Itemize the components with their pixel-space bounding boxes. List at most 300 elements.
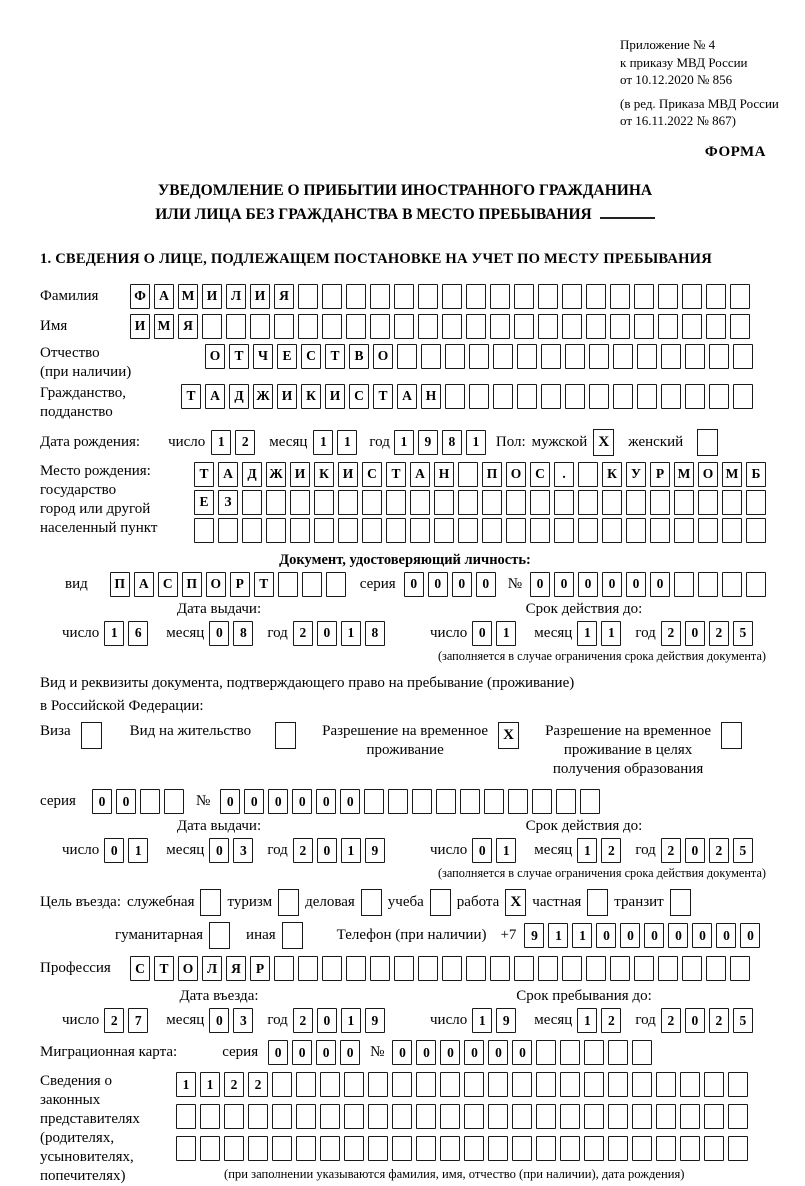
char-cell[interactable]: А (205, 384, 225, 409)
char-cell[interactable] (512, 1072, 532, 1097)
char-cell[interactable] (650, 490, 670, 515)
char-cell[interactable] (320, 1072, 340, 1097)
char-cell[interactable] (608, 1072, 628, 1097)
char-cell[interactable] (584, 1136, 604, 1161)
char-cell[interactable] (314, 490, 334, 515)
char-cell[interactable] (274, 314, 294, 339)
char-cell[interactable] (562, 314, 582, 339)
char-cell[interactable]: 0 (268, 789, 288, 814)
char-cell[interactable]: П (182, 572, 202, 597)
char-cell[interactable]: 0 (392, 1040, 412, 1065)
char-cell[interactable] (298, 284, 318, 309)
char-cell[interactable]: М (722, 462, 742, 487)
char-cell[interactable]: 5 (733, 621, 753, 646)
char-cell[interactable]: 0 (440, 1040, 460, 1065)
char-cell[interactable] (682, 956, 702, 981)
char-cell[interactable]: 0 (104, 838, 124, 863)
char-cell[interactable]: 0 (740, 923, 760, 948)
char-cell[interactable] (637, 384, 657, 409)
char-cell[interactable] (290, 518, 310, 543)
char-cell[interactable] (541, 344, 561, 369)
char-cell[interactable] (368, 1072, 388, 1097)
char-cell[interactable]: 1 (466, 430, 486, 455)
char-cell[interactable] (493, 344, 513, 369)
char-cell[interactable] (632, 1072, 652, 1097)
char-cell[interactable]: Т (254, 572, 274, 597)
char-cell[interactable]: 1 (577, 621, 597, 646)
char-cell[interactable] (658, 284, 678, 309)
tourism-checkbox[interactable] (278, 889, 299, 916)
char-cell[interactable]: 2 (248, 1072, 268, 1097)
char-cell[interactable]: Е (194, 490, 214, 515)
char-cell[interactable] (578, 462, 598, 487)
char-cell[interactable] (290, 490, 310, 515)
char-cell[interactable] (392, 1104, 412, 1129)
char-cell[interactable]: З (218, 490, 238, 515)
char-cell[interactable]: 1 (341, 621, 361, 646)
char-cell[interactable] (608, 1040, 628, 1065)
char-cell[interactable] (650, 518, 670, 543)
char-cell[interactable] (532, 789, 552, 814)
char-cell[interactable]: 2 (224, 1072, 244, 1097)
char-cell[interactable]: 0 (116, 789, 136, 814)
char-cell[interactable]: 9 (365, 1008, 385, 1033)
char-cell[interactable] (322, 284, 342, 309)
char-cell[interactable]: Б (746, 462, 766, 487)
char-cell[interactable] (298, 956, 318, 981)
char-cell[interactable] (589, 384, 609, 409)
char-cell[interactable] (242, 518, 262, 543)
business-checkbox[interactable] (200, 889, 221, 916)
char-cell[interactable] (512, 1136, 532, 1161)
char-cell[interactable]: И (130, 314, 150, 339)
char-cell[interactable]: А (154, 284, 174, 309)
char-cell[interactable] (302, 572, 322, 597)
char-cell[interactable]: 0 (472, 621, 492, 646)
char-cell[interactable]: 1 (176, 1072, 196, 1097)
char-cell[interactable]: 0 (578, 572, 598, 597)
char-cell[interactable] (440, 1104, 460, 1129)
char-cell[interactable]: Д (242, 462, 262, 487)
char-cell[interactable]: 9 (418, 430, 438, 455)
char-cell[interactable] (202, 314, 222, 339)
char-cell[interactable]: 2 (293, 621, 313, 646)
char-cell[interactable]: Т (154, 956, 174, 981)
residence-permit-checkbox[interactable] (275, 722, 296, 749)
char-cell[interactable] (436, 789, 456, 814)
char-cell[interactable]: И (325, 384, 345, 409)
char-cell[interactable]: 3 (233, 838, 253, 863)
char-cell[interactable] (530, 518, 550, 543)
char-cell[interactable] (608, 1104, 628, 1129)
char-cell[interactable]: 2 (661, 621, 681, 646)
char-cell[interactable] (634, 284, 654, 309)
char-cell[interactable] (490, 956, 510, 981)
char-cell[interactable]: 1 (472, 1008, 492, 1033)
char-cell[interactable]: Ж (253, 384, 273, 409)
char-cell[interactable] (728, 1104, 748, 1129)
char-cell[interactable]: И (338, 462, 358, 487)
char-cell[interactable] (506, 490, 526, 515)
char-cell[interactable]: 9 (496, 1008, 516, 1033)
char-cell[interactable]: Т (194, 462, 214, 487)
commercial-checkbox[interactable] (361, 889, 382, 916)
char-cell[interactable]: Н (421, 384, 441, 409)
char-cell[interactable]: 6 (128, 621, 148, 646)
char-cell[interactable] (698, 518, 718, 543)
char-cell[interactable]: А (397, 384, 417, 409)
char-cell[interactable] (674, 490, 694, 515)
char-cell[interactable]: 0 (472, 838, 492, 863)
char-cell[interactable]: Ч (253, 344, 273, 369)
char-cell[interactable]: Я (274, 284, 294, 309)
char-cell[interactable]: А (410, 462, 430, 487)
char-cell[interactable] (613, 344, 633, 369)
char-cell[interactable]: 0 (428, 572, 448, 597)
char-cell[interactable] (514, 284, 534, 309)
char-cell[interactable]: К (301, 384, 321, 409)
char-cell[interactable] (346, 284, 366, 309)
char-cell[interactable]: 1 (394, 430, 414, 455)
char-cell[interactable]: С (349, 384, 369, 409)
char-cell[interactable]: М (178, 284, 198, 309)
char-cell[interactable] (488, 1136, 508, 1161)
char-cell[interactable] (490, 284, 510, 309)
char-cell[interactable]: 8 (365, 621, 385, 646)
char-cell[interactable] (722, 490, 742, 515)
char-cell[interactable] (418, 956, 438, 981)
char-cell[interactable]: У (626, 462, 646, 487)
char-cell[interactable]: Е (277, 344, 297, 369)
char-cell[interactable]: 5 (733, 1008, 753, 1033)
char-cell[interactable] (484, 789, 504, 814)
char-cell[interactable] (580, 789, 600, 814)
char-cell[interactable] (392, 1072, 412, 1097)
char-cell[interactable]: 8 (233, 621, 253, 646)
char-cell[interactable]: 0 (317, 621, 337, 646)
char-cell[interactable] (704, 1104, 724, 1129)
char-cell[interactable]: 2 (104, 1008, 124, 1033)
char-cell[interactable]: Я (226, 956, 246, 981)
char-cell[interactable] (194, 518, 214, 543)
char-cell[interactable] (634, 314, 654, 339)
char-cell[interactable] (746, 518, 766, 543)
char-cell[interactable] (394, 956, 414, 981)
char-cell[interactable] (709, 344, 729, 369)
char-cell[interactable] (746, 572, 766, 597)
char-cell[interactable] (416, 1072, 436, 1097)
char-cell[interactable] (464, 1104, 484, 1129)
char-cell[interactable] (296, 1104, 316, 1129)
char-cell[interactable]: 2 (601, 1008, 621, 1033)
char-cell[interactable]: Т (181, 384, 201, 409)
char-cell[interactable] (722, 572, 742, 597)
char-cell[interactable] (362, 518, 382, 543)
char-cell[interactable]: 0 (512, 1040, 532, 1065)
char-cell[interactable] (634, 956, 654, 981)
char-cell[interactable] (508, 789, 528, 814)
char-cell[interactable]: 7 (128, 1008, 148, 1033)
char-cell[interactable] (272, 1104, 292, 1129)
char-cell[interactable]: 0 (530, 572, 550, 597)
char-cell[interactable] (661, 384, 681, 409)
char-cell[interactable] (418, 284, 438, 309)
char-cell[interactable]: 1 (313, 430, 333, 455)
char-cell[interactable]: 0 (488, 1040, 508, 1065)
char-cell[interactable]: В (349, 344, 369, 369)
char-cell[interactable]: 1 (496, 621, 516, 646)
char-cell[interactable] (704, 1072, 724, 1097)
char-cell[interactable]: М (154, 314, 174, 339)
char-cell[interactable] (445, 344, 465, 369)
char-cell[interactable] (682, 284, 702, 309)
char-cell[interactable]: И (250, 284, 270, 309)
char-cell[interactable] (704, 1136, 724, 1161)
char-cell[interactable] (730, 284, 750, 309)
char-cell[interactable]: 0 (317, 838, 337, 863)
char-cell[interactable] (362, 490, 382, 515)
char-cell[interactable] (200, 1104, 220, 1129)
char-cell[interactable] (460, 789, 480, 814)
char-cell[interactable] (682, 314, 702, 339)
char-cell[interactable]: 0 (464, 1040, 484, 1065)
char-cell[interactable] (442, 284, 462, 309)
char-cell[interactable] (626, 518, 646, 543)
char-cell[interactable]: М (674, 462, 694, 487)
char-cell[interactable]: 0 (316, 1040, 336, 1065)
char-cell[interactable]: 2 (293, 838, 313, 863)
female-checkbox[interactable] (697, 429, 718, 456)
char-cell[interactable] (272, 1072, 292, 1097)
char-cell[interactable]: С (362, 462, 382, 487)
char-cell[interactable] (608, 1136, 628, 1161)
char-cell[interactable] (536, 1040, 556, 1065)
char-cell[interactable]: 0 (716, 923, 736, 948)
char-cell[interactable] (517, 344, 537, 369)
char-cell[interactable]: О (506, 462, 526, 487)
char-cell[interactable] (320, 1136, 340, 1161)
char-cell[interactable] (434, 518, 454, 543)
char-cell[interactable]: 1 (577, 1008, 597, 1033)
char-cell[interactable] (517, 384, 537, 409)
char-cell[interactable] (733, 384, 753, 409)
char-cell[interactable]: 0 (554, 572, 574, 597)
char-cell[interactable] (469, 344, 489, 369)
char-cell[interactable]: 0 (644, 923, 664, 948)
char-cell[interactable] (512, 1104, 532, 1129)
char-cell[interactable] (565, 344, 585, 369)
char-cell[interactable]: 1 (341, 1008, 361, 1033)
char-cell[interactable] (346, 314, 366, 339)
char-cell[interactable] (164, 789, 184, 814)
char-cell[interactable] (344, 1072, 364, 1097)
char-cell[interactable] (730, 314, 750, 339)
char-cell[interactable]: 0 (268, 1040, 288, 1065)
char-cell[interactable] (637, 344, 657, 369)
char-cell[interactable]: 2 (709, 621, 729, 646)
char-cell[interactable] (224, 1104, 244, 1129)
char-cell[interactable] (392, 1136, 412, 1161)
char-cell[interactable]: Л (226, 284, 246, 309)
char-cell[interactable] (488, 1072, 508, 1097)
char-cell[interactable] (578, 490, 598, 515)
char-cell[interactable] (344, 1136, 364, 1161)
char-cell[interactable]: 1 (577, 838, 597, 863)
char-cell[interactable]: 0 (685, 621, 705, 646)
char-cell[interactable]: Ф (130, 284, 150, 309)
char-cell[interactable] (421, 344, 441, 369)
char-cell[interactable] (490, 314, 510, 339)
char-cell[interactable] (680, 1104, 700, 1129)
char-cell[interactable] (656, 1136, 676, 1161)
char-cell[interactable] (418, 314, 438, 339)
char-cell[interactable] (344, 1104, 364, 1129)
char-cell[interactable]: И (277, 384, 297, 409)
char-cell[interactable] (176, 1136, 196, 1161)
char-cell[interactable] (733, 344, 753, 369)
char-cell[interactable] (326, 572, 346, 597)
char-cell[interactable]: Р (650, 462, 670, 487)
temp-residence-checkbox[interactable]: X (498, 722, 519, 749)
char-cell[interactable] (410, 490, 430, 515)
male-checkbox[interactable]: X (593, 429, 614, 456)
char-cell[interactable]: 0 (650, 572, 670, 597)
char-cell[interactable] (320, 1104, 340, 1129)
char-cell[interactable] (445, 384, 465, 409)
char-cell[interactable]: А (218, 462, 238, 487)
char-cell[interactable] (586, 284, 606, 309)
char-cell[interactable]: 0 (452, 572, 472, 597)
char-cell[interactable]: 1 (104, 621, 124, 646)
char-cell[interactable]: К (314, 462, 334, 487)
char-cell[interactable]: 2 (709, 1008, 729, 1033)
char-cell[interactable]: А (134, 572, 154, 597)
char-cell[interactable] (458, 490, 478, 515)
char-cell[interactable] (386, 518, 406, 543)
char-cell[interactable] (274, 956, 294, 981)
char-cell[interactable]: 0 (92, 789, 112, 814)
char-cell[interactable] (530, 490, 550, 515)
char-cell[interactable] (685, 384, 705, 409)
char-cell[interactable]: 0 (685, 1008, 705, 1033)
char-cell[interactable] (278, 572, 298, 597)
char-cell[interactable] (466, 956, 486, 981)
char-cell[interactable] (224, 1136, 244, 1161)
char-cell[interactable] (469, 384, 489, 409)
char-cell[interactable] (610, 314, 630, 339)
char-cell[interactable] (314, 518, 334, 543)
char-cell[interactable] (346, 956, 366, 981)
char-cell[interactable]: 8 (442, 430, 462, 455)
char-cell[interactable] (554, 490, 574, 515)
char-cell[interactable]: Д (229, 384, 249, 409)
study-checkbox[interactable] (430, 889, 451, 916)
char-cell[interactable] (560, 1040, 580, 1065)
char-cell[interactable] (442, 956, 462, 981)
char-cell[interactable] (514, 956, 534, 981)
char-cell[interactable] (538, 956, 558, 981)
char-cell[interactable] (578, 518, 598, 543)
char-cell[interactable]: И (202, 284, 222, 309)
char-cell[interactable] (200, 1136, 220, 1161)
char-cell[interactable] (746, 490, 766, 515)
char-cell[interactable] (536, 1072, 556, 1097)
char-cell[interactable] (560, 1072, 580, 1097)
char-cell[interactable] (680, 1136, 700, 1161)
char-cell[interactable] (140, 789, 160, 814)
char-cell[interactable] (386, 490, 406, 515)
char-cell[interactable] (272, 1136, 292, 1161)
char-cell[interactable] (368, 1136, 388, 1161)
char-cell[interactable] (632, 1040, 652, 1065)
char-cell[interactable]: С (158, 572, 178, 597)
char-cell[interactable] (586, 314, 606, 339)
char-cell[interactable] (242, 490, 262, 515)
char-cell[interactable]: Т (325, 344, 345, 369)
char-cell[interactable] (728, 1072, 748, 1097)
char-cell[interactable] (674, 518, 694, 543)
char-cell[interactable] (536, 1136, 556, 1161)
char-cell[interactable]: . (554, 462, 574, 487)
char-cell[interactable] (370, 956, 390, 981)
char-cell[interactable] (538, 314, 558, 339)
char-cell[interactable]: Ж (266, 462, 286, 487)
char-cell[interactable] (488, 1104, 508, 1129)
char-cell[interactable] (586, 956, 606, 981)
char-cell[interactable] (589, 344, 609, 369)
char-cell[interactable] (562, 284, 582, 309)
char-cell[interactable]: Н (434, 462, 454, 487)
char-cell[interactable] (248, 1136, 268, 1161)
char-cell[interactable] (370, 284, 390, 309)
char-cell[interactable] (218, 518, 238, 543)
char-cell[interactable]: 2 (661, 838, 681, 863)
char-cell[interactable] (296, 1136, 316, 1161)
char-cell[interactable]: 0 (668, 923, 688, 948)
char-cell[interactable] (458, 462, 478, 487)
char-cell[interactable]: 1 (572, 923, 592, 948)
char-cell[interactable] (554, 518, 574, 543)
char-cell[interactable]: О (205, 344, 225, 369)
char-cell[interactable] (440, 1136, 460, 1161)
char-cell[interactable]: П (482, 462, 502, 487)
char-cell[interactable]: 0 (476, 572, 496, 597)
char-cell[interactable]: 0 (292, 789, 312, 814)
char-cell[interactable] (674, 572, 694, 597)
char-cell[interactable]: О (178, 956, 198, 981)
char-cell[interactable]: П (110, 572, 130, 597)
char-cell[interactable]: 2 (601, 838, 621, 863)
transit-checkbox[interactable] (670, 889, 691, 916)
char-cell[interactable] (656, 1104, 676, 1129)
char-cell[interactable] (658, 314, 678, 339)
char-cell[interactable] (338, 490, 358, 515)
private-checkbox[interactable] (587, 889, 608, 916)
char-cell[interactable] (226, 314, 246, 339)
char-cell[interactable] (298, 314, 318, 339)
char-cell[interactable]: 2 (661, 1008, 681, 1033)
char-cell[interactable] (584, 1104, 604, 1129)
char-cell[interactable] (482, 518, 502, 543)
char-cell[interactable] (560, 1104, 580, 1129)
char-cell[interactable] (322, 956, 342, 981)
char-cell[interactable] (560, 1136, 580, 1161)
char-cell[interactable] (364, 789, 384, 814)
char-cell[interactable] (602, 518, 622, 543)
char-cell[interactable] (394, 314, 414, 339)
char-cell[interactable] (658, 956, 678, 981)
char-cell[interactable]: Р (250, 956, 270, 981)
